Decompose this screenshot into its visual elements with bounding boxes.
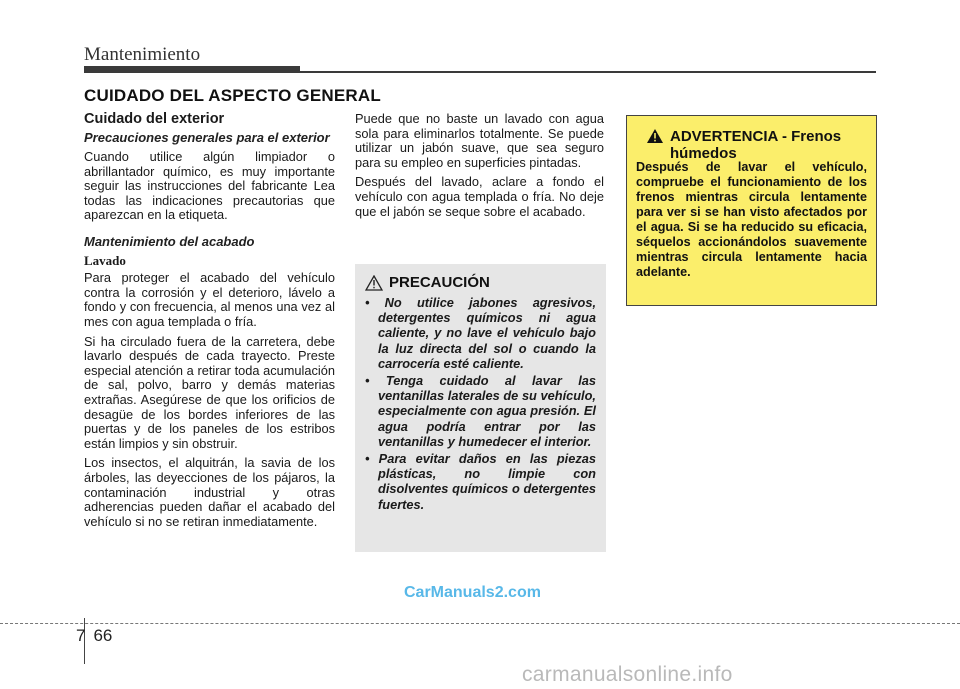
paragraph: Los insectos, el alquitrán, la savia de los árboles, las deyecciones de los pájaros, la contaminación industrial y otras adherencias pueden dañar el acabado del vehículo si no se retiran inmediatamente. bbox=[84, 455, 335, 529]
site-watermark: CarManuals2.com bbox=[404, 584, 541, 601]
paragraph: Para proteger el acabado del vehículo contra la corrosión y el deterioro, lávelo a fondo y con frecuencia, al menos una vez al mes con agua templada o fría. bbox=[84, 270, 335, 330]
heading-exterior-care: Cuidado del exterior bbox=[84, 111, 225, 127]
caution-item: • Para evitar daños en las piezas plásticas, no limpie con disolventes químicos o detergentes fuertes. bbox=[365, 451, 596, 512]
caution-triangle-icon bbox=[365, 275, 383, 291]
caution-item: • No utilice jabones agresivos, detergentes químicos ni agua caliente, y no lave el vehículo bajo la luz directa del sol o cuando la carrocería esté caliente. bbox=[365, 295, 596, 371]
caution-title: PRECAUCIÓN bbox=[389, 274, 490, 291]
column-left bbox=[84, 112, 335, 534]
subheading-general-precautions: Precauciones generales para el exterior bbox=[84, 129, 330, 145]
warning-triangle-icon bbox=[646, 128, 664, 144]
column-middle bbox=[355, 112, 604, 224]
subheading-finish-maintenance: Mantenimiento del acabado bbox=[84, 234, 255, 250]
footer-dashed-rule bbox=[0, 623, 960, 624]
page-number-value: 66 bbox=[93, 626, 113, 645]
paragraph: Puede que no baste un lavado con agua sola para eliminarlos totalmente. Se puede utilizar un jabón suave, que sea seguro para su empleo en superficies pintadas. bbox=[355, 111, 604, 170]
caution-header bbox=[365, 274, 596, 291]
warning-header bbox=[636, 124, 867, 160]
caution-list bbox=[365, 295, 596, 512]
warning-body: Después de lavar el vehículo, compruebe el funcionamiento de los frenos mientras circula lentamente para ver si se han visto afectados por el agua. Si se ha reducido su eficacia, séquelos accionándolos suavemente mientras circula lentamente hacia adelante. bbox=[636, 160, 867, 279]
warning-title: ADVERTENCIA - Frenos húmedos bbox=[670, 128, 842, 162]
chapter-header: Mantenimiento bbox=[84, 44, 201, 65]
header-rule bbox=[300, 71, 876, 73]
warning-box bbox=[626, 115, 877, 306]
caution-item: • Tenga cuidado al lavar las ventanillas laterales de su vehículo, especialmente con agua presión. El agua podría entrar por las ventanillas y humedecer el interior. bbox=[365, 373, 596, 449]
footer-watermark: carmanualsonline.info bbox=[522, 663, 733, 686]
section-title: CUIDADO DEL ASPECTO GENERAL bbox=[84, 86, 381, 105]
header-bar bbox=[84, 66, 300, 73]
paragraph: Después del lavado, aclare a fondo el vehículo con agua templada o fría. No deje que el jabón se seque sobre el acabado. bbox=[355, 174, 604, 219]
paragraph: Si ha circulado fuera de la carretera, debe lavarlo después de cada trayecto. Preste especial atención a retirar toda acumulación de sal, polvo, barro y demás materias extrañas. Asegúrese de que los orificios de desagüe de los bordes inferiores de las puertas y de los paneles de los estribos están limpios y sin obstruir. bbox=[84, 333, 335, 451]
paragraph: Cuando utilice algún limpiador o abrillantador químico, es muy importante seguir las instrucciones del fabricante Lea todas las indicaciones precautorias que aparezcan en la etiqueta. bbox=[84, 149, 335, 223]
chapter-number: 7 bbox=[76, 626, 86, 645]
page-number bbox=[76, 626, 120, 646]
heading-washing: Lavado bbox=[84, 252, 126, 268]
caution-box bbox=[355, 264, 606, 552]
